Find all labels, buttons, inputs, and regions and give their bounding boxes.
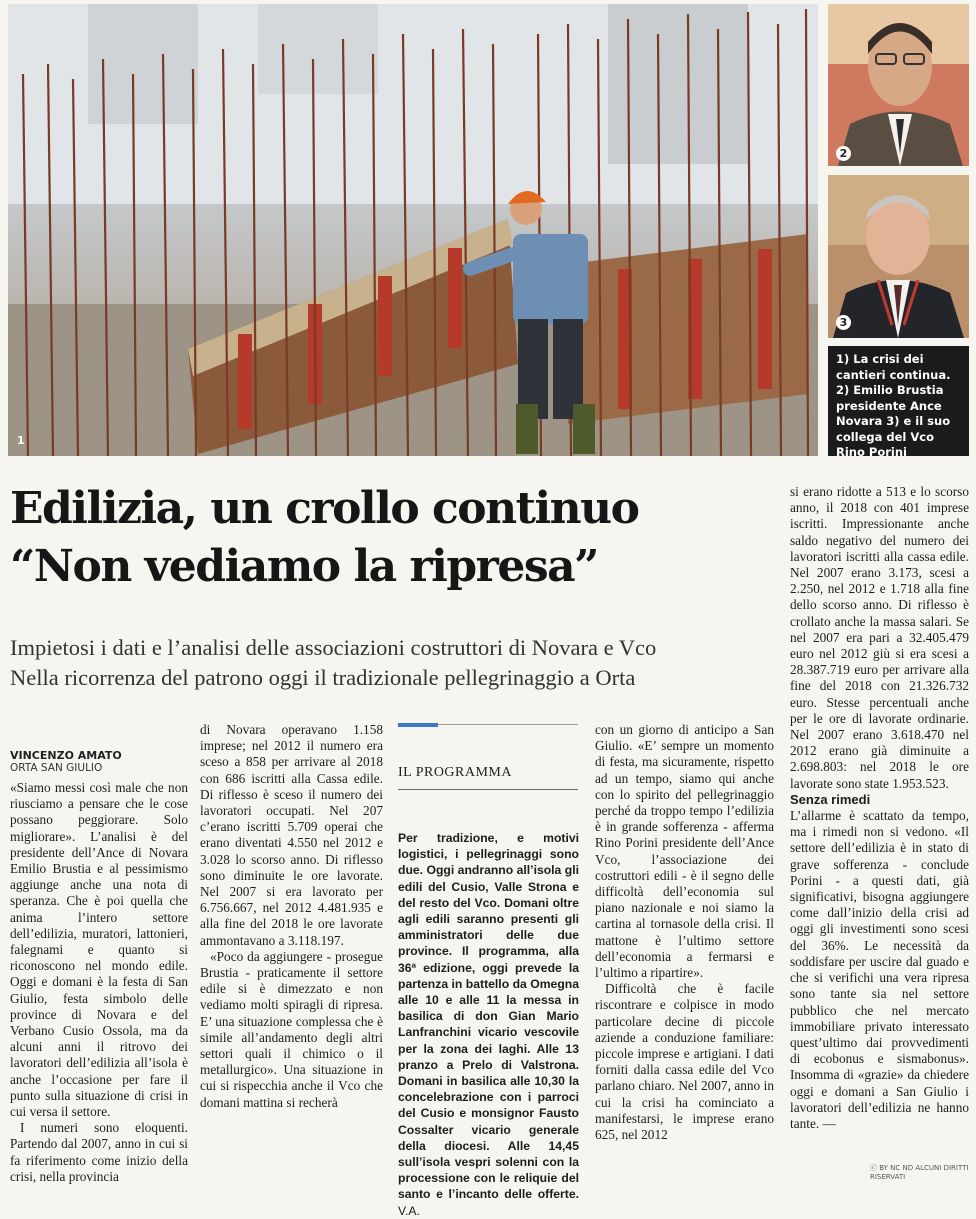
portrait-brustia (828, 4, 969, 166)
main-photo (8, 4, 818, 456)
programma-text: Per tradizione, e motivi logistici, i pellegrinaggi sono due. Oggi andranno all’isola gli edili del Cusio, Valle Strona e del resto del Vco. Domani oltre agli edili saranno presenti gli amministratori delle due province. Il programma, alla 36ª edizione, oggi prevede la partenza in battello da Omegna alle 10 e alle 11 la messa in basilica di don Gian Mario Lanfranchini vicario vescovile per la zona dei laghi. Alle 13 pranzo a Prelo di Valstrona. Domani in basilica alle 10,30 la concelebrazione con i parroci del Cusio e monsignor Fausto Cossalter vicario generale della diocesi. Alle 14,45 sull’isola vespri solenni con la processione con le reliquie del santo e l’incanto delle offerte. (398, 831, 579, 1202)
programma-separator (398, 789, 578, 790)
article-paragraph: Difficoltà che è facile riscontrare e colpisce in modo particolare decine di piccole aziende a conduzione familiare: piccole imprese e artigiani. I dati forniti dalla cassa edile del Vco parlano chiaro. Nel 2007, anno in cui la crisi ha cominciato a manifestarsi, le imprese erano 625, nel 2012 (595, 981, 774, 1143)
article-column-4 (595, 722, 774, 1143)
article-paragraph: «Siamo messi così male che non riusciamo a pensare che le cose possano peggiorare. Solo migliorare». L’analisi è del presidente dell’Ance di Novara Emilio Brustia e al pessimismo aggiunge anche una nota di speranza. Che è poi quella che anima l’intero settore dell’edilizia, muratori, lattonieri, falegnami e quanto si riconoscono nel mondo edile. Oggi e domani è la festa di San Giulio, festa simbolo delle province di Novara e del Verbano Cusio Ossola, ma da alcuni anni il ritrovo dei lavoratori dell’edilizia all’isola è anche l’occasione per fare il punto sulla situazione di crisi in cui versa il settore. (10, 780, 188, 1120)
portrait-illustration (828, 175, 969, 338)
article-column-5 (790, 484, 969, 1132)
license-text: BY NC ND ALCUNI DIRITTI RISERVATI (870, 1164, 969, 1181)
article-paragraph: I numeri sono eloquenti. Partendo dal 2007, anno in cui si fa riferimento come inizio della crisi, nella provincia (10, 1120, 188, 1184)
headline (10, 480, 770, 596)
headline-line-2: “Non vediamo la ripresa” (10, 541, 598, 592)
photo-number-1: 1 (17, 434, 25, 447)
byline-place: ORTA SAN GIULIO (10, 762, 103, 774)
programma-signature: V.A. (398, 1203, 420, 1218)
article-column-1 (10, 780, 188, 1185)
portrait-porini (828, 175, 969, 338)
accent-bar (398, 723, 438, 727)
subheadline-line-1: Impietosi i dati e l’analisi delle associazioni costruttori di Novara e Vco (10, 635, 657, 660)
article-paragraph: si erano ridotte a 513 e lo scorso anno, il 2018 con 401 imprese iscritti. Impressionante anche saldo negativo del numero dei lavoratori iscritti alla cassa edile. Nel 2007 erano 3.173, scesi a 2.250, nel 2012 e 1.718 alla fine dello scorso anno. Di riflesso è crollato anche la massa salari. Se nel 2007 era pari a 32.405.479 euro nel 2012 giù si era scesi a 28.387.719 euro per arrivare alla fine del 2018 con 21.326.732 euro. Stesse percentuali anche per le ore di lavorate ordinarie. Nel 2007 erano 3.618.470 nel 2012 erano già diminuite a 2.698.803: nel 2018 le ore lavorate sono state 1.953.523. (790, 484, 969, 791)
article-paragraph: L’allarme è scattato da tempo, ma i rimedi non si vedono. «Il settore dell’edilizia è in stato di grave sofferenza - conclude Porini - a questi dati, già significativi, bisogna aggiungere come dall’inizio della crisi ad oggi gli investimenti sono scesi del 36%. Le necessità da soddisfare per uscire dal guado e che si verifichi una vera ripresa sono tante sia nel settore pubblico che nel mercato immobiliare privato interessato quest’ultimo dai provvedimenti di ecobonus e sismabonus». Insomma di «grazie» da chiedere oggi e domani a San Giulio i lavoratori dell’edilizia ne hanno tante. — (790, 808, 969, 1131)
subheadline (10, 633, 780, 693)
subheadline-line-2: Nella ricorrenza del patrono oggi il tradizionale pellegrinaggio a Orta (10, 665, 636, 690)
article-column-2 (200, 722, 383, 1111)
article-paragraph: di Novara operavano 1.158 imprese; nel 2012 il numero era sceso a 858 per arrivare al 2018 con 686 iscritti alla Cassa edile. Di riflesso è sceso il numero dei lavoratori occupati. Nel 207 c’erano iscritti 5.709 operai che erano diventati 4.550 nel 2012 e 3.028 lo scorso anno. Di riflesso sono diminuite le ore lavorate. Nel 2007 si era lavorato per 6.756.667, nel 2012 4.481.935 e alla fine del 2018 le ore lavorate ammontavano a 3.118.197. (200, 722, 383, 948)
cc-icon: ⓒ (870, 1164, 877, 1172)
article-paragraph: «Poco da aggiungere - prosegue Brustia - praticamente il settore edile si è dimezzato e non vediamo molti spiragli di ripresa. E’ una situazione complessa che è simile all’andamento degli altri settori quali il chimico o il metallurgico». Una situazione in cui si rispecchia anche il Vco che domani mattina si recherà (200, 948, 383, 1110)
photo-number-3: 3 (836, 315, 851, 330)
rule-line (438, 724, 578, 725)
programma-rule (398, 723, 578, 727)
headline-line-1: Edilizia, un crollo continuo (10, 483, 639, 534)
construction-site-illustration (8, 4, 818, 456)
license-note (870, 1163, 976, 1181)
byline-author: VINCENZO AMATO (10, 749, 122, 762)
photo-number-2: 2 (836, 146, 851, 161)
programma-title: IL PROGRAMMA (398, 765, 512, 780)
portrait-illustration (828, 4, 969, 166)
article-paragraph: con un giorno di anticipo a San Giulio. «E’ sempre un momento di festa, ma sicuramente, rispetto ad un tempo, siamo qui anche con lo spirito del pellegrinaggio perché da troppo tempo l’edilizia è in grande sofferenza - afferma Rino Porini presidente dell’Ance Vco, l’associazione dei costruttori edili - è il segno delle difficoltà dell’economia sul piano nazionale e noi siamo la cartina al tornasole della crisi. Il mattone è l’ultimo settore dell’economia a fermarsi e l’ultimo a ripartire». (595, 722, 774, 981)
programma-body (398, 830, 579, 1219)
photo-caption: 1) La crisi dei cantieri continua. 2) Emilio Brustia presidente Ance Novara 3) e il suo collega del Vco Rino Porini (828, 346, 969, 456)
section-heading: Senza rimedi (790, 791, 871, 807)
